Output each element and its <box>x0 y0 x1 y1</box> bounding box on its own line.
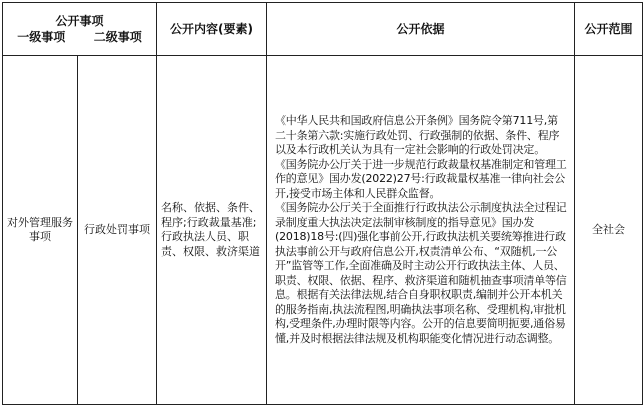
header-level2: 二级事项 <box>93 29 142 44</box>
header-basis: 公开依据 <box>267 3 575 56</box>
header-public-items-title: 公开事项 <box>55 13 104 28</box>
cell-scope: 全社会 <box>575 56 643 405</box>
header-public-items <box>3 3 157 56</box>
basis-paragraph: 《国务院办公厅关于进一步规范行政裁量权基准制定和管理工作的意见》国办发(2022)27号:行政裁量权基准一律向社会公开,接受市场主体和人民群众监督。 <box>275 157 567 200</box>
cell-level2: 行政处罚事项 <box>78 56 157 405</box>
basis-paragraph: 《国务院办公厅关于全面推行行政执法公示制度执法全过程记录制度重大执法决定法制审核制度的指导意见》国办发(2018)18号:(四)强化事前公开,行政执法机关要统筹推进行政执法事前公开与政府信息公开,权责清单公布、“双随机,一公开”监管等工作,全面准确及时主动公开行政执法主体、人员、职责、权限、依据、程序、救济渠道和随机抽查事项清单等信息。根据有关法律法规,结合自身职权职责,编制并公开本机关的服务指南,执法流程图,明确执法事项名称、受理机构,审批机构,受理条件,办理时限等内容。公开的信息要简明扼要,通俗易懂,并及时根据法律法规及机构职能变化情况进行动态调整。 <box>275 201 567 345</box>
cell-basis <box>267 56 575 405</box>
cell-content: 名称、依据、条件、程序;行政裁量基准;行政执法人员、职责、权限、救济渠道 <box>157 56 267 405</box>
table-row <box>3 56 643 405</box>
cell-level1: 对外管理服务事项 <box>3 56 78 405</box>
header-content: 公开内容(要素) <box>157 3 267 56</box>
disclosure-table <box>2 2 643 405</box>
header-scope: 公开范围 <box>575 3 643 56</box>
header-level1: 一级事项 <box>17 29 66 44</box>
header-row <box>3 3 643 56</box>
basis-paragraph: 《中华人民共和国政府信息公开条例》国务院令第711号,第二十条第六款:实施行政处罚、行政强制的依据、条件、程序以及本行政机关认为具有一定社会影响的行政处罚决定。 <box>275 114 560 156</box>
